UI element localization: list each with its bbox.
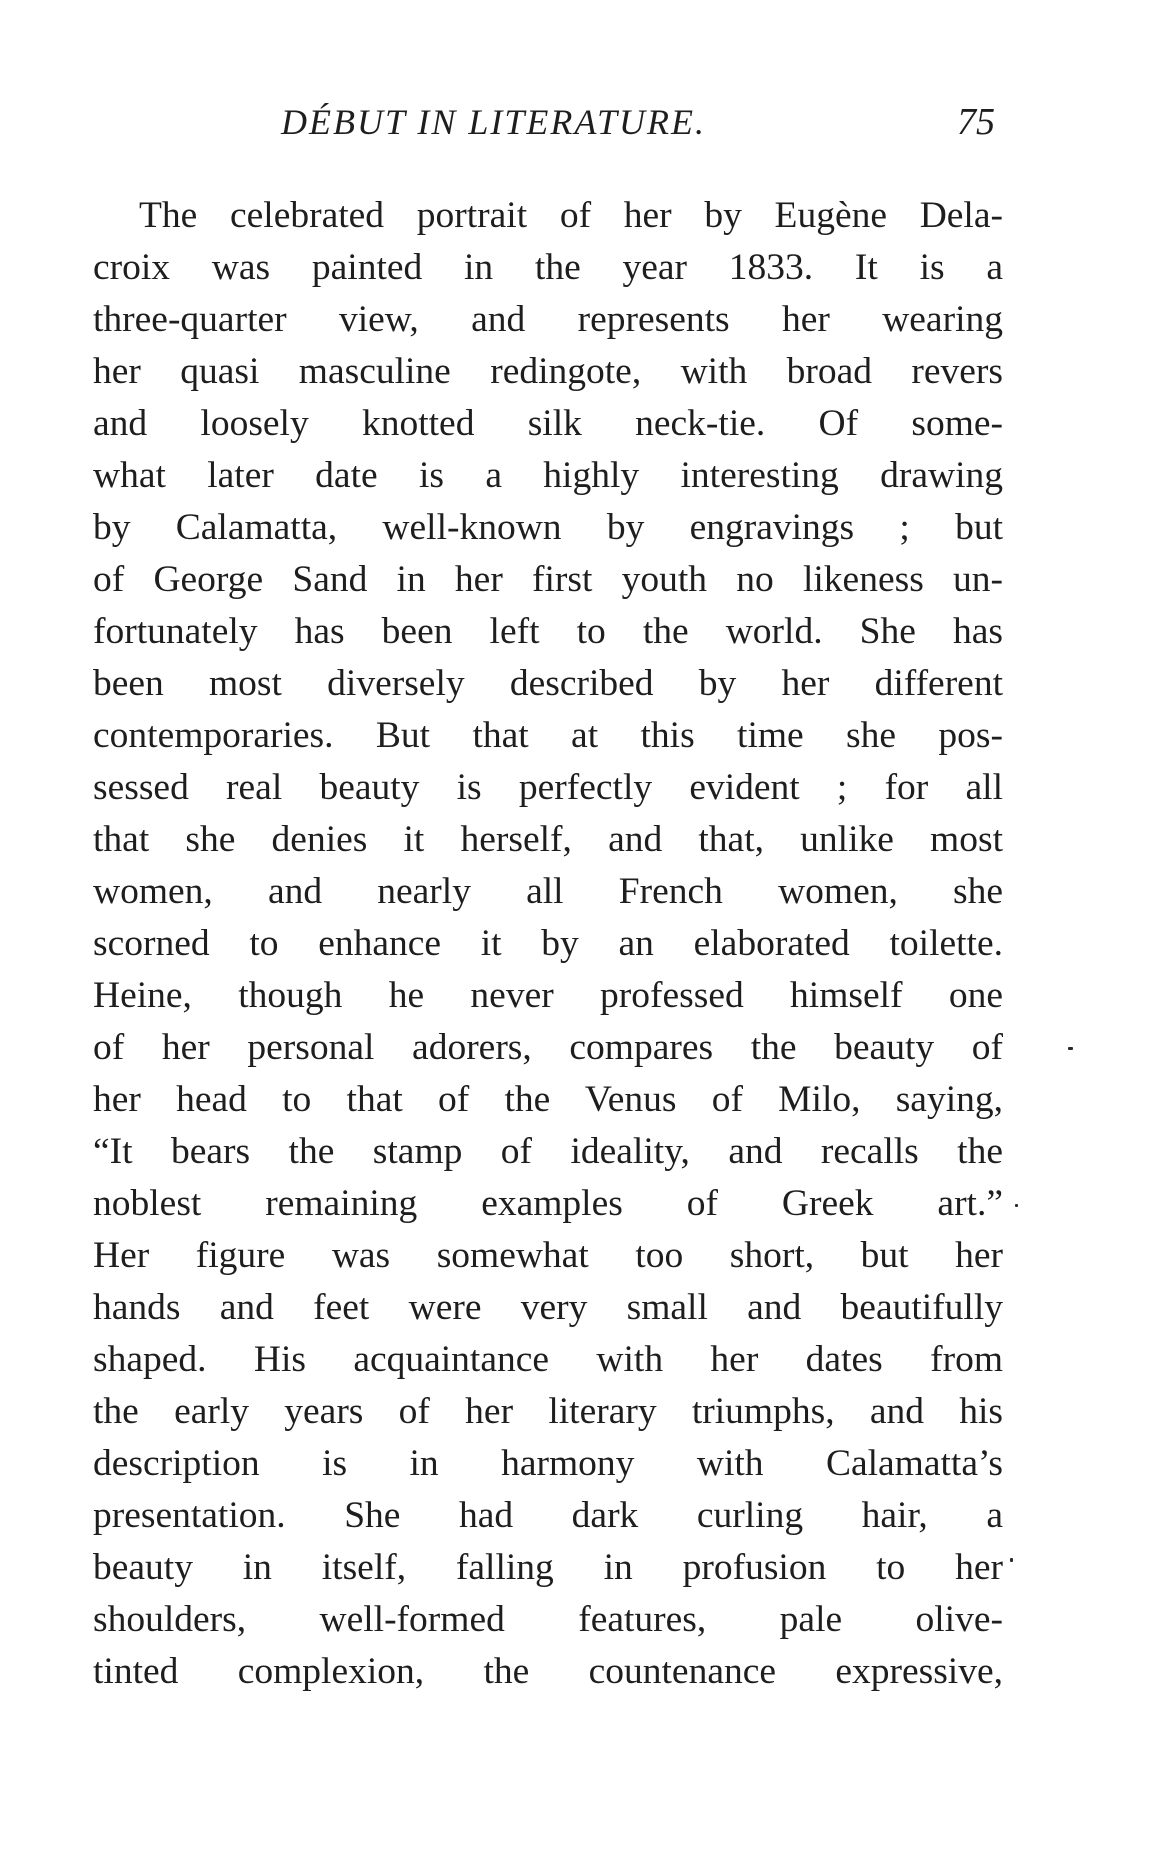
text-line: three-quarter view, and represents her wearing bbox=[93, 299, 1003, 340]
text-line: shoulders, well-formed features, pale olive- bbox=[93, 1599, 1003, 1640]
text-line: of her personal adorers, compares the beauty of bbox=[93, 1027, 1003, 1068]
text-line: what later date is a highly interesting drawing bbox=[93, 455, 1003, 496]
text-line: beauty in itself, falling in profusion to her bbox=[93, 1547, 1003, 1588]
running-head bbox=[93, 92, 1003, 152]
running-title: DÉBUT IN LITERATURE. bbox=[281, 102, 707, 142]
text-line: sessed real beauty is perfectly evident ; for all bbox=[93, 767, 1003, 808]
scan-speck bbox=[1015, 1204, 1018, 1207]
text-line: that she denies it herself, and that, unlike most bbox=[93, 819, 1003, 860]
text-line: noblest remaining examples of Greek art.” bbox=[93, 1183, 1003, 1224]
text-line: presentation. She had dark curling hair, a bbox=[93, 1495, 1003, 1536]
scan-speck bbox=[1010, 1558, 1013, 1562]
text-line: hands and feet were very small and beautifully bbox=[93, 1287, 1003, 1328]
text-line: contemporaries. But that at this time she pos- bbox=[93, 715, 1003, 756]
text-line: the early years of her literary triumphs, and his bbox=[93, 1391, 1003, 1432]
text-line: Her figure was somewhat too short, but her bbox=[93, 1235, 1003, 1276]
text-line: Heine, though he never professed himself one bbox=[93, 975, 1003, 1016]
text-line: The celebrated portrait of her by Eugène Dela- bbox=[139, 195, 1003, 236]
text-line: “It bears the stamp of ideality, and recalls the bbox=[93, 1131, 1003, 1172]
page-number: 75 bbox=[957, 101, 995, 143]
text-line: women, and nearly all French women, she bbox=[93, 871, 1003, 912]
text-line: and loosely knotted silk neck-tie. Of some- bbox=[93, 403, 1003, 444]
text-line: croix was painted in the year 1833. It is a bbox=[93, 247, 1003, 288]
text-line: been most diversely described by her different bbox=[93, 663, 1003, 704]
text-line: of George Sand in her first youth no likeness un- bbox=[93, 559, 1003, 600]
text-line: tinted complexion, the countenance expressive, bbox=[93, 1651, 1003, 1692]
text-line: her quasi masculine redingote, with broad revers bbox=[93, 351, 1003, 392]
body-text bbox=[93, 190, 1003, 1698]
text-line: by Calamatta, well-known by engravings ; but bbox=[93, 507, 1003, 548]
text-line: fortunately has been left to the world. She has bbox=[93, 611, 1003, 652]
text-line: description is in harmony with Calamatta’s bbox=[93, 1443, 1003, 1484]
text-line: her head to that of the Venus of Milo, saying, bbox=[93, 1079, 1003, 1120]
text-line: shaped. His acquaintance with her dates from bbox=[93, 1339, 1003, 1380]
scan-speck bbox=[1068, 1047, 1073, 1050]
text-line: scorned to enhance it by an elaborated toilette. bbox=[93, 923, 1003, 964]
